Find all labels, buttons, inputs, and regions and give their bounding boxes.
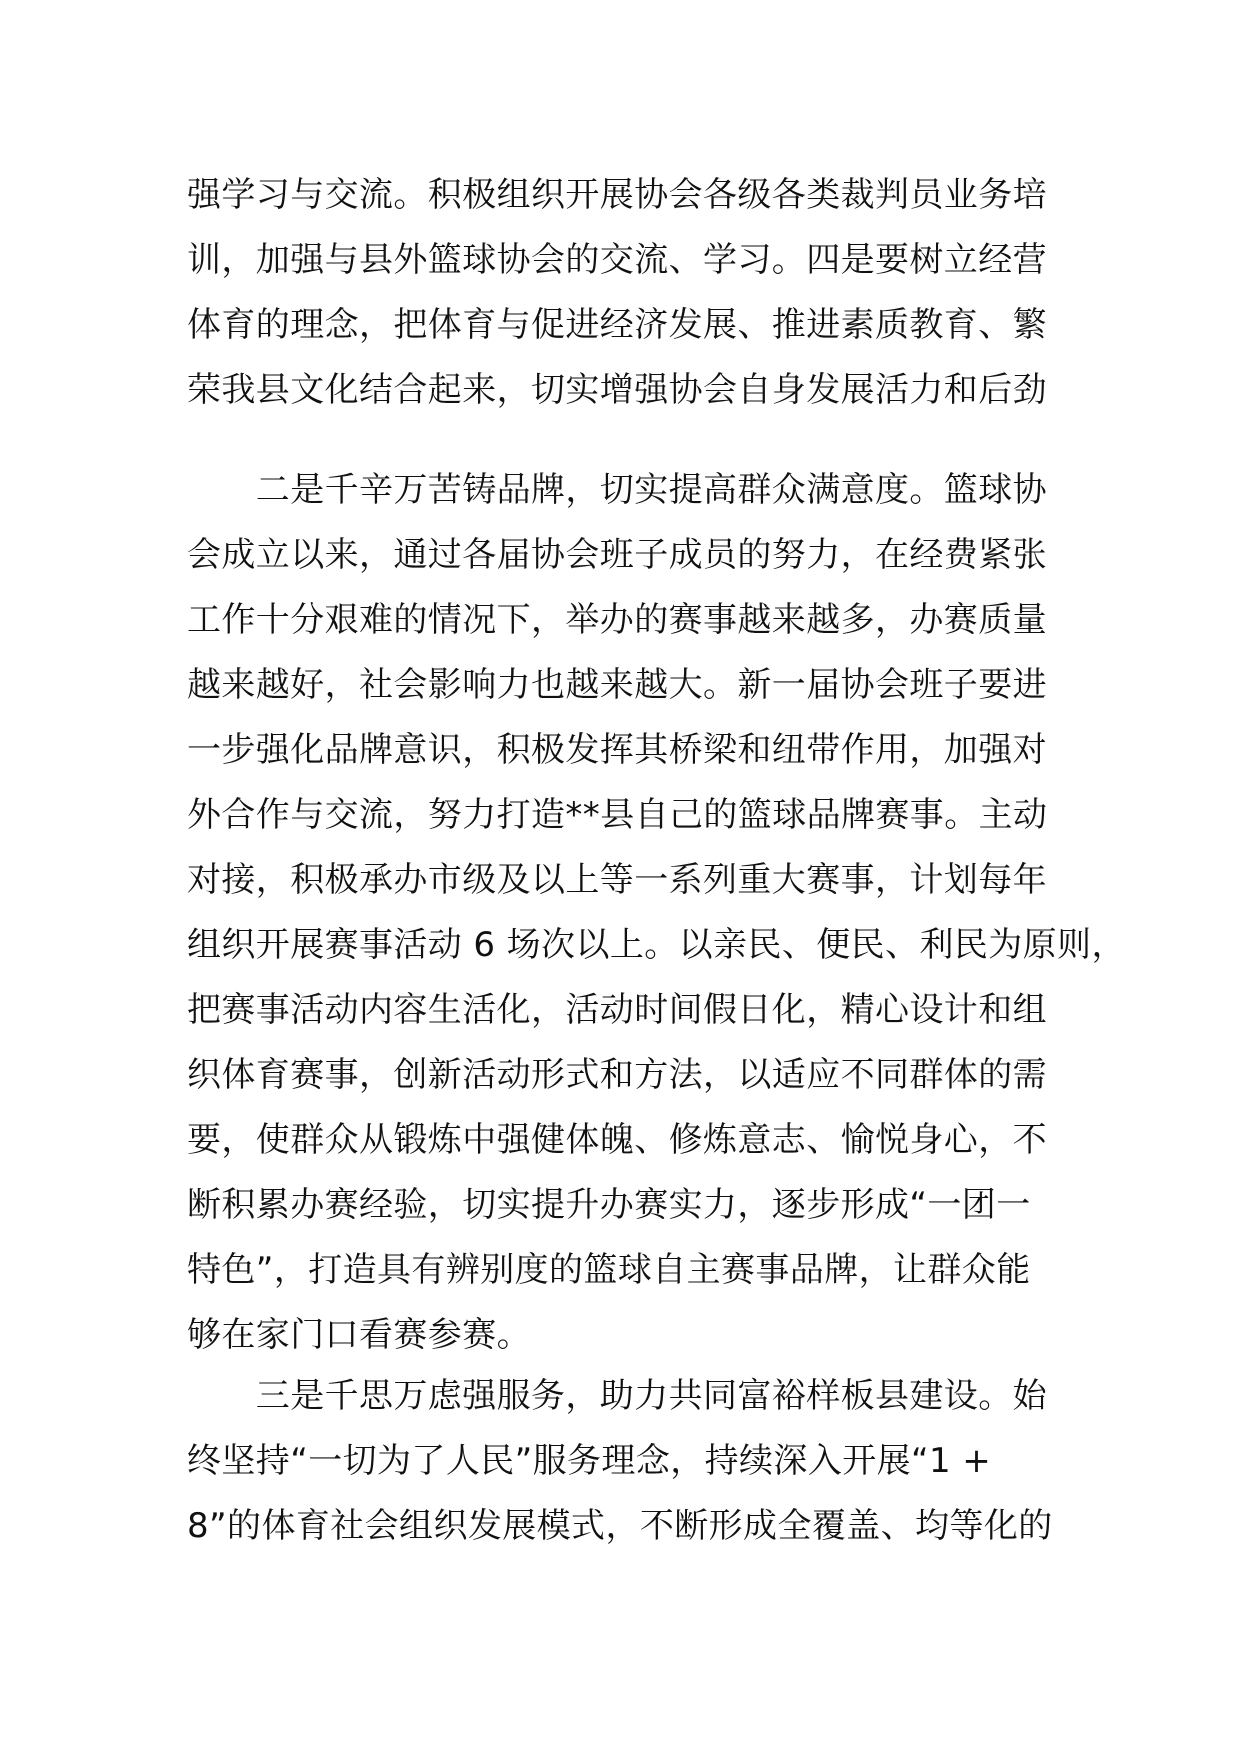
text-line: 训，加强与县外篮球协会的交流、学习。四是要树立经营 <box>187 240 1047 280</box>
paragraph-continuation <box>187 163 1067 423</box>
text-line: 三是千思万虑强服务，助力共同富裕样板县建设。始 <box>187 1376 1047 1416</box>
text-line: 强学习与交流。积极组织开展协会各级各类裁判员业务培 <box>187 175 1047 215</box>
paragraph-service <box>187 1364 1067 1559</box>
text-line: 二是千辛万苦铸品牌，切实提高群众满意度。篮球协 <box>187 470 1047 510</box>
text-line: 断积累办赛经验，切实提升办赛实力，逐步形成“一团一 <box>187 1185 1031 1225</box>
text-line: 要，使群众从锻炼中强健体魄、修炼意志、愉悦身心，不 <box>187 1120 1047 1160</box>
text-line: 终坚持“一切为了人民”服务理念，持续深入开展“1 + <box>187 1441 992 1481</box>
text-line: 外合作与交流，努力打造**县自己的篮球品牌赛事。主动 <box>187 795 1048 835</box>
text-line: 越来越好，社会影响力也越来越大。新一届协会班子要进 <box>187 665 1047 705</box>
text-line: 工作十分艰难的情况下，举办的赛事越来越多，办赛质量 <box>187 600 1047 640</box>
paragraph-brand-building <box>187 458 1126 1368</box>
text-line: 够在家门口看赛参赛。 <box>187 1315 531 1355</box>
text-line: 把赛事活动内容生活化，活动时间假日化，精心设计和组 <box>187 990 1047 1030</box>
text-line: 特色”，打造具有辨别度的篮球自主赛事品牌，让群众能 <box>187 1250 1031 1290</box>
text-line: 荣我县文化结合起来，切实增强协会自身发展活力和后劲 <box>187 370 1047 410</box>
text-line: 织体育赛事，创新活动形式和方法，以适应不同群体的需 <box>187 1055 1047 1095</box>
text-line: 体育的理念，把体育与促进经济发展、推进素质教育、繁 <box>187 305 1047 345</box>
text-line: 8”的体育社会组织发展模式，不断形成全覆盖、均等化的 <box>187 1506 1053 1546</box>
text-line: 对接，积极承办市级及以上等一系列重大赛事，计划每年 <box>187 860 1047 900</box>
text-line: 会成立以来，通过各届协会班子成员的努力，在经费紧张 <box>187 535 1047 575</box>
text-line: 组织开展赛事活动 6 场次以上。以亲民、便民、利民为原则， <box>187 925 1126 965</box>
text-line: 一步强化品牌意识，积极发挥其桥梁和纽带作用，加强对 <box>187 730 1047 770</box>
